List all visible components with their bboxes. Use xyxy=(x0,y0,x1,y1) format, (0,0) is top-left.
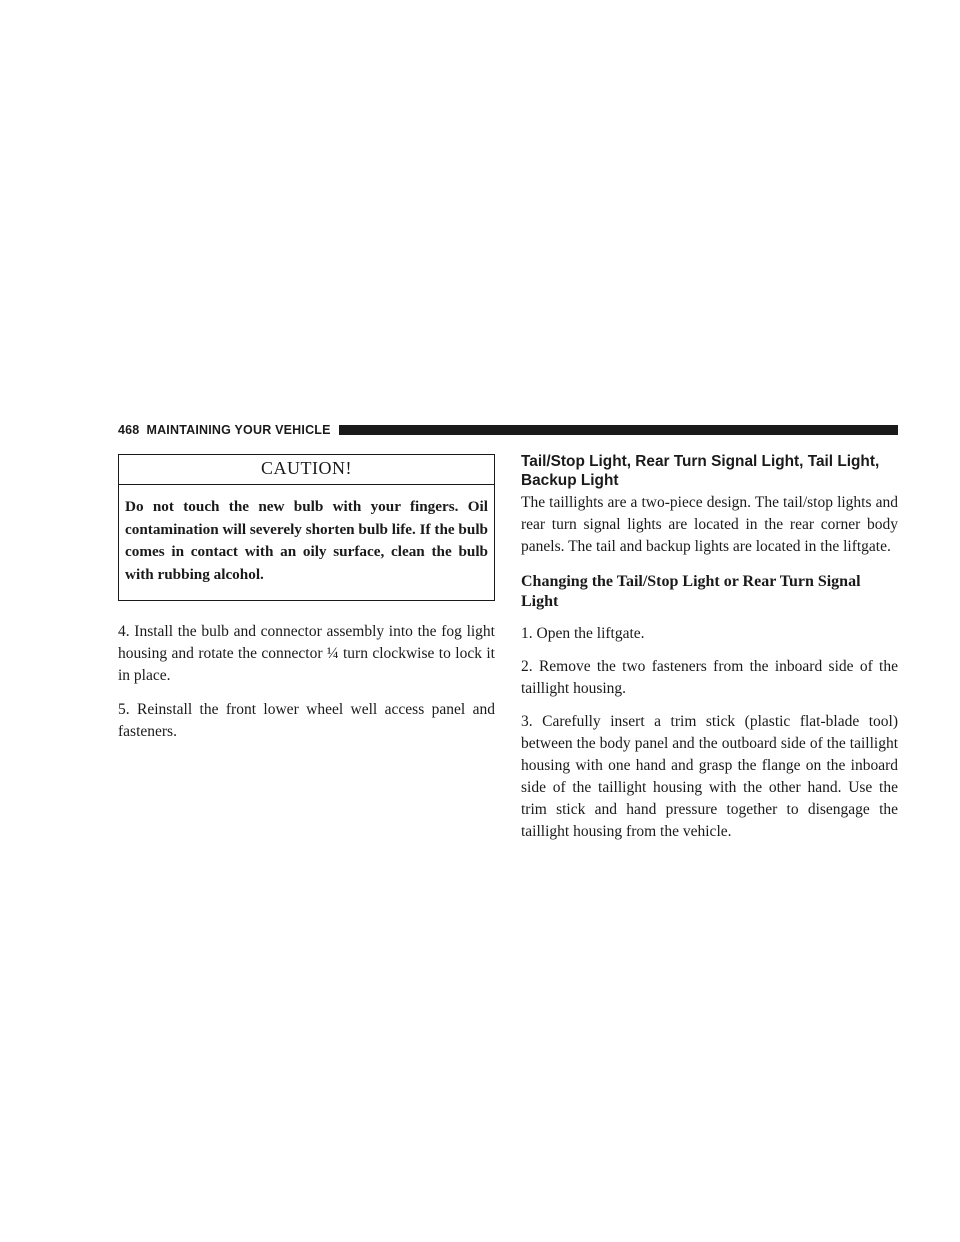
page-number: 468 xyxy=(118,423,140,437)
step-3-text: 3. Carefully insert a trim stick (plastic flat-blade tool) between the body panel and the outboard side of the taillight housing with one hand and grasp the flange on the inboard side of the taillight housing with the other hand. Use the trim stick and hand pressure together to disengage the taillight housing from the vehicle. xyxy=(521,713,898,840)
subsection-heading: Changing the Tail/Stop Light or Rear Turn Signal Light xyxy=(521,573,861,610)
left-column xyxy=(118,454,495,743)
page-header xyxy=(118,422,898,438)
caution-title: CAUTION! xyxy=(119,455,494,485)
caution-box xyxy=(118,454,495,601)
step-2-text: 2. Remove the two fasteners from the inboard side of the taillight housing. xyxy=(521,658,898,697)
step-5-text: 5. Reinstall the front lower wheel well access panel and fasteners. xyxy=(118,701,495,740)
step-1-text: 1. Open the liftgate. xyxy=(521,625,645,642)
intro-paragraph: The taillights are a two-piece design. The tail/stop lights and rear turn signal lights are located in the rear corner body panels. The tail and backup lights are located in the liftgate. xyxy=(521,494,898,555)
caution-text: Do not touch the new bulb with your fingers. Oil contamination will severely shorten bulb life. If the bulb comes in contact with an oily surface, clean the bulb with rubbing alcohol. xyxy=(125,498,488,583)
section-heading: Tail/Stop Light, Rear Turn Signal Light, Tail Light, Backup Light xyxy=(521,453,880,489)
header-rule xyxy=(339,425,898,435)
right-column xyxy=(521,452,898,843)
step-4-text: 4. Install the bulb and connector assembly into the fog light housing and rotate the connector ¼ turn clockwise to lock it in place. xyxy=(118,623,495,684)
section-title: MAINTAINING YOUR VEHICLE xyxy=(146,423,331,437)
